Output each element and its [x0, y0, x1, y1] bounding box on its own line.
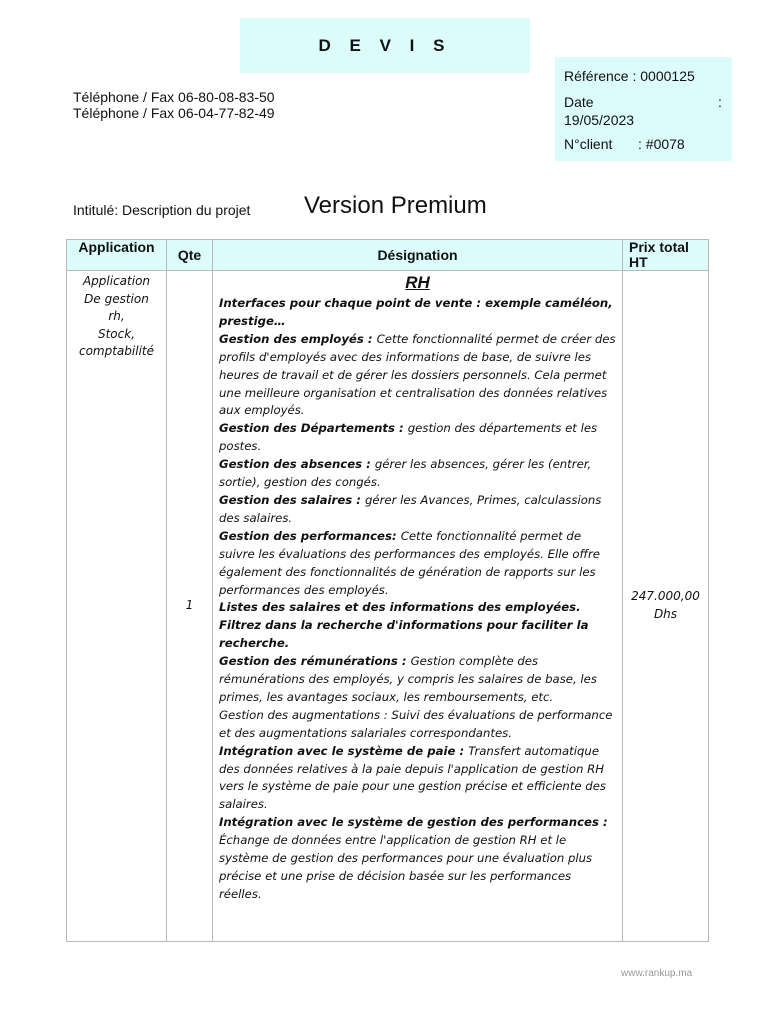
client-number: : #0078: [638, 136, 685, 152]
paragraph-text: Cette fonctionnalité permet de suivre les évaluations des performances des employés. Elle offre également des fonctionnalités de génération de rapports sur les performances des employés.: [219, 528, 600, 597]
paragraph-text: Gestion des augmentations : Suivi des évaluations de performance et des augmentations salariales correspondantes.: [219, 707, 613, 740]
designation-paragraph: [219, 420, 616, 456]
quantity-cell: 1: [167, 271, 213, 942]
paragraph-heading: Filtrez dans la recherche d'informations pour faciliter la recherche.: [219, 618, 589, 651]
paragraph-heading: Intégration avec le système de gestion des performances :: [219, 815, 608, 830]
date-colon: :: [718, 94, 722, 110]
reference-box: [555, 57, 732, 161]
designation-paragraph: [219, 295, 616, 331]
table-header-row: [67, 240, 709, 271]
project-version: Version Premium: [304, 192, 487, 219]
phone-line-1: Téléphone / Fax 06-80-08-83-50: [73, 89, 275, 105]
designation-paragraphs: [219, 295, 616, 904]
application-line: comptabilité: [78, 344, 154, 359]
paragraph-text: gérer les absences, gérer les (entrer, sortie), gestion des congés.: [219, 457, 592, 490]
header-application: Application: [67, 240, 167, 271]
paragraph-heading: Gestion des performances:: [219, 528, 401, 543]
paragraph-heading: Gestion des rémunérations :: [219, 654, 411, 669]
paragraph-text: gestion des départements et les postes.: [219, 421, 598, 454]
paragraph-heading: Gestion des absences :: [219, 457, 375, 472]
header-qte: Qte: [167, 240, 213, 271]
paragraph-heading: Listes des salaires et des informations des employées.: [219, 600, 581, 615]
header-prix-line1: Prix total: [629, 239, 689, 255]
application-line: Application: [82, 274, 151, 288]
document-title: D E V I S: [240, 18, 530, 73]
price-cell: [623, 271, 709, 942]
project-intitule: Intitulé: Description du projet: [73, 202, 251, 218]
application-cell: [67, 271, 167, 942]
phone-block: [73, 89, 275, 121]
client-label: N°client: [564, 136, 613, 152]
footer-watermark: www.rankup.ma: [621, 968, 693, 979]
price-currency: Dhs: [653, 607, 678, 621]
paragraph-heading: Intégration avec le système de paie :: [219, 743, 469, 758]
application-line: rh,: [108, 309, 125, 324]
paragraph-text: gérer les Avances, Primes, calculassions des salaires.: [219, 492, 602, 525]
designation-paragraph: [219, 707, 616, 743]
paragraph-text: Gestion complète des rémunérations des employés, y compris les salaires de base, les primes, les avantages sociaux, les remboursements, etc.: [219, 654, 597, 704]
paragraph-heading: Gestion des salaires :: [219, 492, 366, 507]
paragraph-heading: Gestion des Départements :: [219, 421, 408, 436]
phone-line-2: Téléphone / Fax 06-04-77-82-49: [73, 105, 275, 121]
header-designation: Désignation: [213, 240, 623, 271]
designation-paragraph: [219, 456, 616, 492]
application-line: De gestion: [84, 291, 149, 306]
header-prix-line2: HT: [629, 254, 648, 270]
date-value: 19/05/2023: [564, 112, 635, 128]
designation-paragraph: [219, 814, 616, 904]
designation-paragraph: [219, 653, 616, 707]
price-amount: 247.000,00: [631, 589, 700, 604]
paragraph-heading: Gestion des employés :: [219, 331, 377, 346]
designation-paragraph: [219, 492, 616, 528]
paragraph-text: Cette fonctionnalité permet de créer des profils d'employés avec des informations de base, de suivre les heures de travail et de gérer les dossiers personnels. Cela permet une meilleure organisation et centralisation des données relatives aux employés.: [219, 331, 616, 418]
designation-paragraph: [219, 599, 616, 617]
table-row: [67, 271, 709, 942]
application-line: Stock,: [97, 326, 136, 341]
date-label: Date: [564, 94, 594, 110]
designation-paragraph: [219, 617, 616, 653]
designation-paragraph: [219, 528, 616, 600]
paragraph-text: Échange de données entre l'application de gestion RH et le système de gestion des performances pour une évaluation plus précise et une prise de décision basée sur les performances réelles.: [219, 833, 593, 901]
paragraph-text: Transfert automatique des données relatives à la paie depuis l'application de gestion RH vers le système de paie pour une gestion précise et efficiente des salaires.: [219, 743, 607, 812]
header-prix: [623, 240, 709, 271]
paragraph-heading: Interfaces pour chaque point de vente : exemple caméléon, prestige…: [219, 296, 613, 328]
section-title: RH: [405, 273, 430, 292]
designation-cell: [213, 271, 623, 942]
designation-paragraph: [219, 743, 616, 815]
quote-table: [66, 239, 709, 942]
designation-paragraph: [219, 331, 616, 421]
reference-number: Référence : 0000125: [564, 68, 695, 84]
